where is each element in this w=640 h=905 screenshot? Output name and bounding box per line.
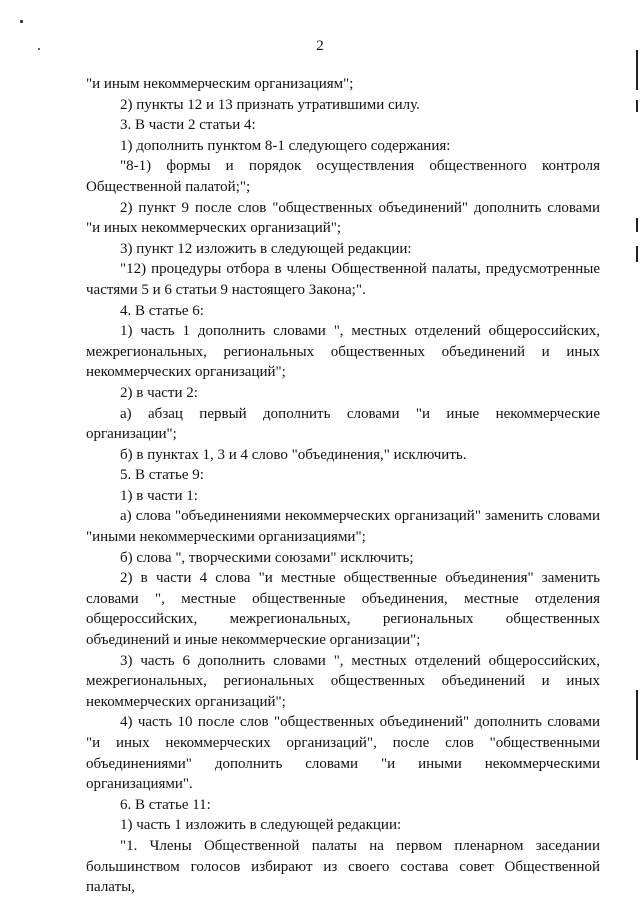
paragraph: 4. В статье 6: — [120, 302, 204, 319]
paragraph: а) слова "объединениями некоммерческих организаций" заменить словами "иными некоммерческими организациями"; — [86, 508, 600, 546]
paragraph: 1) в части 1: — [120, 487, 198, 504]
paragraph: 3) пункт 12 изложить в следующей редакции: — [120, 240, 412, 257]
paragraph: 3) часть 6 дополнить словами ", местных отделений общероссийских, межрегиональных, региональных общественных объединений и иных некоммерческих организаций"; — [86, 652, 600, 710]
scan-edge-mark — [636, 690, 638, 760]
paragraph: "и иным некоммерческим организациям"; — [86, 76, 354, 92]
paragraph: 2) в части 2: — [120, 384, 198, 401]
paragraph: 5. В статье 9: — [120, 467, 204, 484]
scan-edge-mark — [636, 218, 638, 232]
paragraph: а) абзац первый дополнить словами "и иные некоммерческие организации"; — [86, 405, 600, 443]
paragraph: 2) в части 4 слова "и местные общественные объединения" заменить словами ", местные общественные объединения, местные отделения общероссийских, межрегиональных, региональных общественных объединений и иные некоммерческие организации"; — [86, 570, 600, 649]
paragraph: 1) дополнить пунктом 8-1 следующего содержания: — [120, 137, 451, 154]
paragraph: 2) пункт 9 после слов "общественных объединений" дополнить словами "и иных некоммерческих организаций"; — [86, 199, 600, 237]
scan-speck — [38, 48, 40, 50]
paragraph: 2) пункты 12 и 13 признать утратившими силу. — [120, 96, 420, 113]
scan-edge-mark — [636, 100, 638, 112]
paragraph: "12) процедуры отбора в члены Общественной палаты, предусмотренные частями 5 и 6 статьи 9 настоящего Закона;". — [86, 261, 600, 298]
paragraph: б) в пунктах 1, 3 и 4 слово "объединения," исключить. — [120, 446, 467, 463]
paragraph: 4) часть 10 после слов "общественных объединений" дополнить словами "и иных некоммерческих организаций", после слов "общественными объединениями" дополнить словами "и иными некоммерческими организациями". — [86, 714, 600, 793]
scan-edge-mark — [636, 50, 638, 90]
paragraph: "1. Члены Общественной палаты на первом пленарном заседании большинством голосов избирают из своего состава совет Общественной палаты, — [86, 837, 600, 896]
document-body — [86, 74, 600, 898]
scan-speck — [20, 20, 23, 23]
page-number: 2 — [316, 38, 324, 54]
paragraph: 1) часть 1 дополнить словами ", местных отделений общероссийских, межрегиональных, региональных общественных объединений и иных некоммерческих организаций"; — [86, 323, 600, 381]
scan-edge-mark — [636, 246, 638, 262]
paragraph: 3. В части 2 статьи 4: — [120, 117, 256, 134]
paragraph: "8-1) формы и порядок осуществления общественного контроля Общественной палатой;"; — [86, 158, 600, 195]
paragraph: 1) часть 1 изложить в следующей редакции: — [120, 817, 402, 834]
paragraph: б) слова ", творческими союзами" исключить; — [120, 549, 414, 566]
paragraph: 6. В статье 11: — [120, 796, 211, 813]
